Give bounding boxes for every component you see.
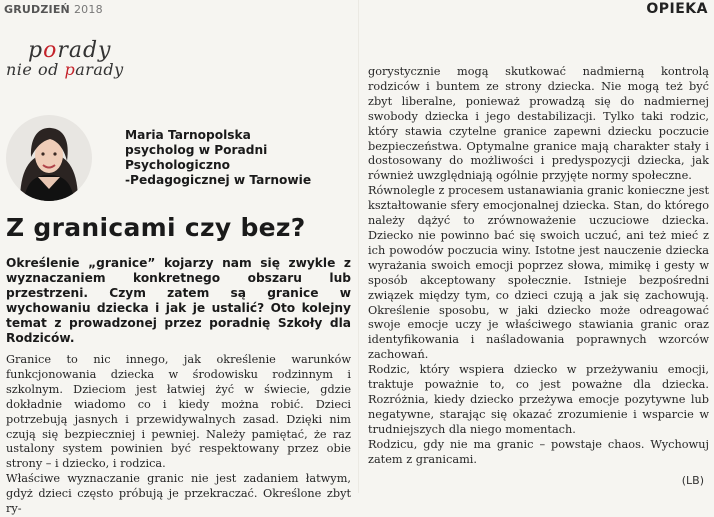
logo-text: arady	[75, 60, 124, 79]
paragraph: Równolegle z procesem ustanawiania granic konieczne jest kształtowanie sfery emocjonalnej dziecka. Stan, do którego należy dążyć to zrównoważenie uczuciowe dziecka. Dziecko nie powinno bać się swoich uczuć, ani też mieć z ich powodów poczucia winy. Istotne jest nauczenie dziecka wyrażania swoich emocji poprzez słowa, mimikę i gesty w sposób akceptowany społecznie. Istnieje bezpośredni związek między tym, co dzieci czują a jak się zachowują. Określenie sposobu, w jaki dziecko może odreagować swoje emocje uczy je właściwego stawiania granic oraz identyfikowania i naśladowania poprawnych wzorców zachowań.	[368, 184, 709, 362]
article-lead: Określenie „granice” kojarzy nam się zwykle z wyznaczaniem konkretnego obszaru lub przestrzeni. Czym zatem są granice w wychowaniu dziecka i jak je ustalić? Oto kolejny temat z prowadzonej przez poradnię Szkoły dla Rodziców.	[6, 256, 351, 345]
issue-month: GRUDZIEŃ	[4, 3, 70, 16]
section-label: OPIEKA	[646, 1, 708, 17]
logo-line-2	[6, 60, 124, 79]
logo-accent: p	[64, 60, 76, 79]
issue-date	[4, 3, 103, 16]
paragraph: Granice to nic innego, jak określenie warunków funkcjonowania dziecka w środowisku rodzinnym i szkolnym. Dzieciom jest łatwiej żyć w świecie, gdzie dokładnie wiadomo co i kiedy można robić. Dzieci potrzebują jasnych i przewidywalnych zasad. Dzięki nim czują się bezpieczniej i pewniej. Należy pamiętać, że raz ustalony system powinien być respektowany przez obie strony – i dziecko, i rodzica.	[6, 353, 351, 471]
right-column	[368, 65, 709, 467]
logo-text: rady	[57, 38, 112, 63]
paragraph: Właściwe wyznaczanie granic nie jest zadaniem łatwym, gdyż dzieci często próbują je przekraczać. Określone zbyt ry-	[6, 472, 351, 516]
logo-accent: o	[43, 38, 58, 63]
author-name: Maria Tarnopolska	[125, 128, 251, 142]
issue-year: 2018	[73, 3, 103, 16]
author-photo	[6, 115, 92, 201]
author-info	[125, 128, 355, 188]
left-column	[6, 353, 351, 517]
paragraph: Rodzic, który wspiera dziecko w przeżywaniu emocji, traktuje poważnie to, co jest poważne dla dziecka. Rozróżnia, kiedy dziecko przeżywa emocje pozytywne lub negatywne, starając się okazać zrozumienie i wsparcie w trudniejszych dla niego momentach.	[368, 363, 709, 436]
author-role: -Pedagogicznej w Tarnowie	[125, 173, 312, 187]
paragraph: Rodzicu, gdy nie ma granic – powstaje chaos. Wychowuj zatem z granicami.	[368, 437, 709, 466]
author-role: psycholog w Poradni Psychologiczno	[125, 143, 268, 172]
article-title: Z granicami czy bez?	[6, 213, 306, 242]
paragraph: gorystycznie mogą skutkować nadmierną kontrolą rodziców i buntem ze strony dziecka. Nie mogą też być zbyt liberalne, ponieważ prowadzą się do nadmiernej swobody dziecka i jego destabilizacji. Tylko taki rodzic, który stawia czytelne granice zapewni dziecku poczucie bezpieczeństwa. Optymalne granice mają charakter stały i dostosowany do możliwości i predyspozycji dziecka, jak również uwzględniają ogólnie przyjęte normy społeczne.	[368, 65, 709, 183]
author-initials: (LB)	[681, 474, 704, 487]
logo-text: nie od	[6, 60, 65, 79]
logo-text: p	[28, 38, 44, 63]
column-logo	[6, 38, 136, 100]
